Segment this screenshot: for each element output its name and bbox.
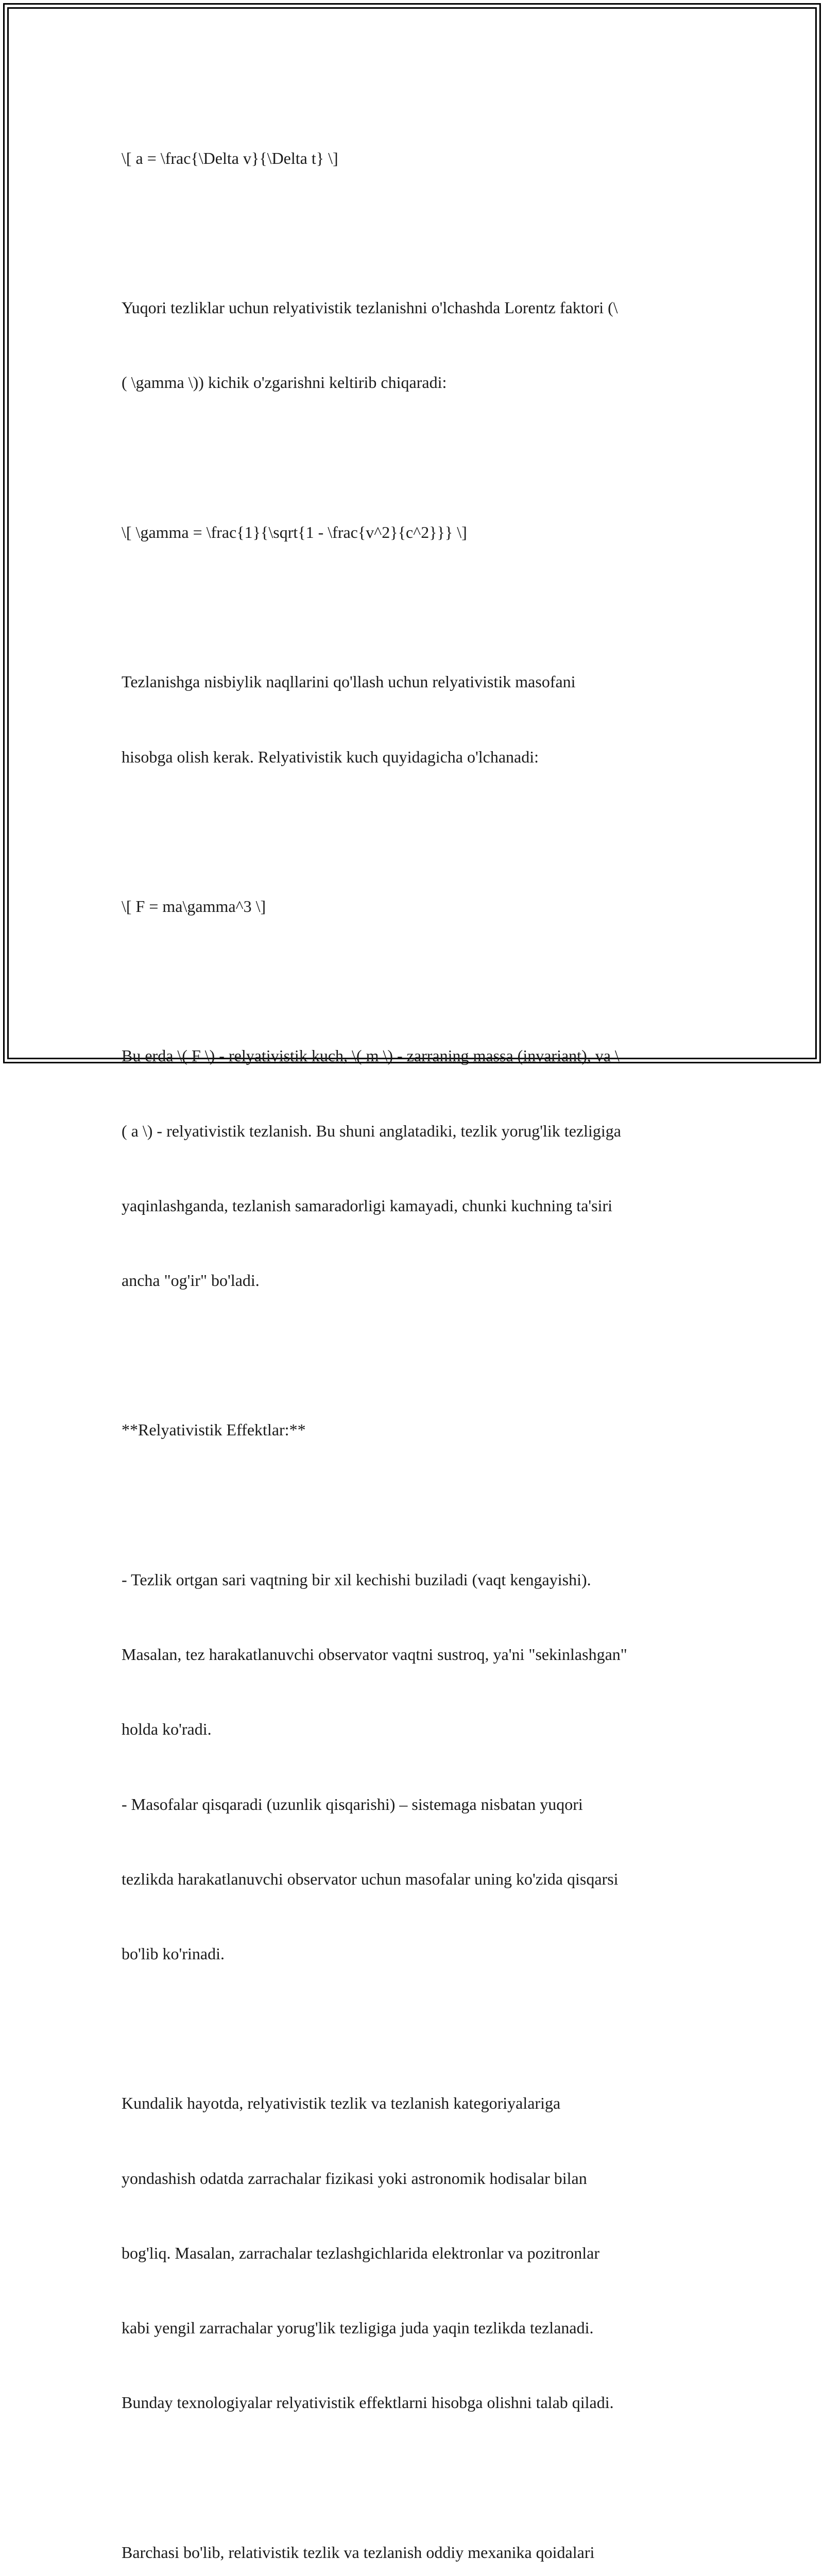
text-line: \[ F = ma\gamma^3 \] (122, 896, 266, 916)
paragraph-lorentz-factor (122, 245, 709, 445)
equation-acceleration (122, 96, 709, 221)
text-line: ancha "og'ir" bo'ladi. (122, 1271, 260, 1290)
text-line: Yuqori tezliklar uchun relyativistik tezlanishni o'lchashda Lorentz faktori (\ (122, 298, 618, 317)
text-line: **Relyativistik Effektlar:** (122, 1420, 306, 1439)
section-heading-effects (122, 1368, 709, 1493)
text-line: yaqinlashganda, tezlanish samaradorligi kamayadi, chunki kuchning ta'siri (122, 1196, 613, 1215)
text-line: Tezlanishga nisbiylik naqllarini qo'llash uchun relyativistik masofani (122, 672, 576, 691)
paragraph-force-explanation (122, 994, 709, 1343)
text-line: tezlikda harakatlanuvchi observator uchun masofalar uning ko'zida qisqarsi (122, 1869, 619, 1888)
text-line: - Tezlik ortgan sari vaqtning bir xil kechishi buziladi (vaqt kengayishi). (122, 1570, 591, 1589)
text-line: Bu erda \( F \) - relyativistik kuch, \( m \) - zarraning massa (invariant), va \ (122, 1046, 620, 1065)
text-line: ( \gamma \)) kichik o'zgarishni keltirib chiqaradi: (122, 373, 447, 392)
paragraph-relativistic-force (122, 619, 709, 819)
paragraph-conclusion (122, 2490, 709, 2576)
text-line: Kundalik hayotda, relyativistik tezlik va tezlanish kategoriyalariga (122, 2094, 561, 2113)
paragraph-everyday-life (122, 2041, 709, 2465)
text-line: holda ko'radi. (122, 1720, 212, 1739)
text-line: \[ \gamma = \frac{1}{\sqrt{1 - \frac{v^2}{c^2}}} \] (122, 522, 467, 541)
equation-force (122, 844, 709, 969)
document-body (122, 96, 709, 2576)
text-line: hisobga olish kerak. Relyativistik kuch quyidagicha o'lchanadi: (122, 747, 539, 766)
text-line: Masalan, tez harakatlanuvchi observator vaqtni sustroq, ya'ni "sekinlashgan" (122, 1645, 627, 1664)
text-line: Bunday texnologiyalar relyativistik effektlarni hisobga olishni talab qiladi. (122, 2393, 614, 2412)
text-line: kabi yengil zarrachalar yorug'lik tezligiga juda yaqin tezlikda tezlanadi. (122, 2318, 594, 2337)
list-relativistic-effects (122, 1517, 709, 2016)
text-line: Barchasi bo'lib, relativistik tezlik va tezlanish oddiy mexanika qoidalari (122, 2543, 595, 2562)
text-line: bog'liq. Masalan, zarrachalar tezlashgichlarida elektronlar va pozitronlar (122, 2243, 599, 2262)
equation-gamma (122, 470, 709, 595)
text-line: bo'lib ko'rinadi. (122, 1944, 225, 1963)
text-line: - Masofalar qisqaradi (uzunlik qisqarishi) – sistemaga nisbatan yuqori (122, 1794, 583, 1814)
text-line: yondashish odatda zarrachalar fizikasi yoki astronomik hodisalar bilan (122, 2168, 587, 2188)
text-line: ( a \) - relyativistik tezlanish. Bu shuni anglatadiki, tezlik yorug'lik tezligiga (122, 1121, 621, 1140)
text-line: \[ a = \frac{\Delta v}{\Delta t} \] (122, 148, 338, 167)
